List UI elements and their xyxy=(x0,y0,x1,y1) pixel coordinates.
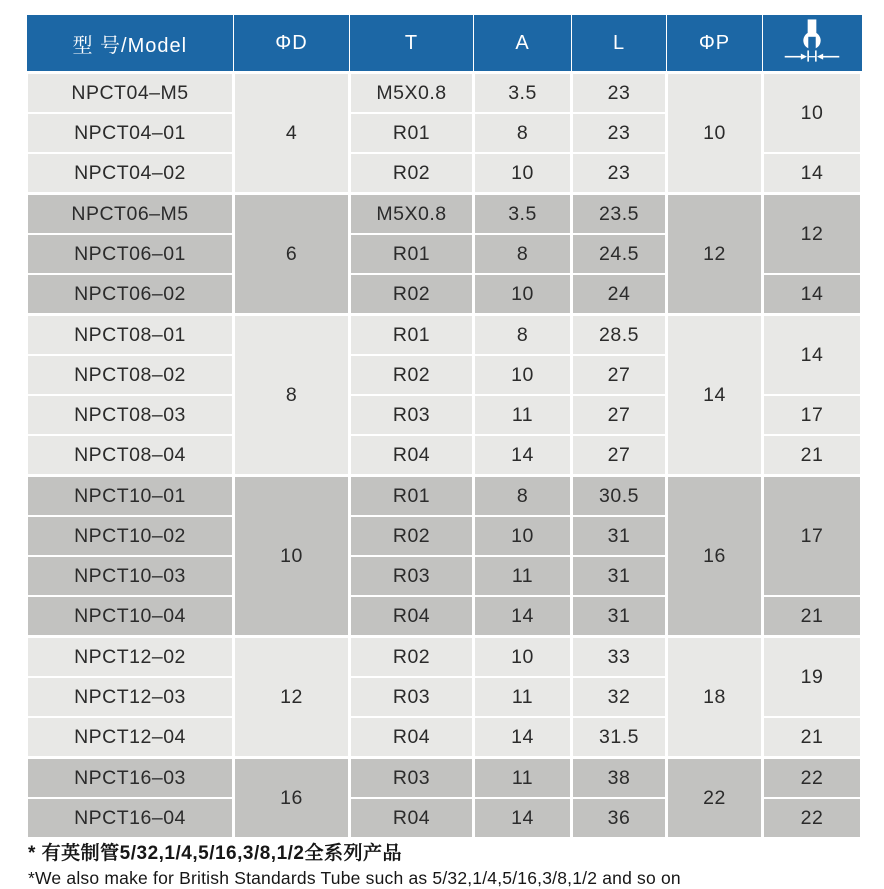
model-cell: NPCT12–03 xyxy=(27,677,234,717)
model-cell: NPCT06–01 xyxy=(27,234,234,274)
model-cell: NPCT12–04 xyxy=(27,717,234,758)
l-cell: 28.5 xyxy=(572,315,667,356)
model-cell: NPCT04–M5 xyxy=(27,73,234,114)
t-cell: R02 xyxy=(350,355,474,395)
footnote-english: *We also make for British Standards Tube such as 5/32,1/4,5/16,3/8,1/2 and so on xyxy=(28,868,681,888)
t-cell: R03 xyxy=(350,758,474,799)
model-cell: NPCT10–04 xyxy=(27,596,234,637)
p-cell: 14 xyxy=(667,315,763,476)
l-cell: 23 xyxy=(572,73,667,114)
t-cell: M5X0.8 xyxy=(350,194,474,235)
model-cell: NPCT16–04 xyxy=(27,798,234,838)
l-cell: 23 xyxy=(572,153,667,194)
wrench-cell: 22 xyxy=(763,758,862,799)
footnote-chinese: * 有英制管5/32,1/4,5/16,3/8,1/2全系列产品 xyxy=(28,843,402,864)
table-row xyxy=(27,476,862,517)
wrench-cell: 17 xyxy=(763,476,862,597)
model-cell: NPCT08–01 xyxy=(27,315,234,356)
t-cell: R03 xyxy=(350,395,474,435)
a-cell: 8 xyxy=(474,113,572,153)
model-cell: NPCT08–02 xyxy=(27,355,234,395)
model-cell: NPCT08–03 xyxy=(27,395,234,435)
l-cell: 27 xyxy=(572,355,667,395)
t-cell: R03 xyxy=(350,556,474,596)
model-group-16 xyxy=(27,758,862,839)
t-cell: R02 xyxy=(350,637,474,678)
t-cell: R02 xyxy=(350,516,474,556)
a-cell: 11 xyxy=(474,556,572,596)
a-cell: 11 xyxy=(474,758,572,799)
model-cell: NPCT08–04 xyxy=(27,435,234,476)
model-cell: NPCT04–01 xyxy=(27,113,234,153)
spec-table xyxy=(25,15,863,839)
a-cell: 10 xyxy=(474,153,572,194)
model-group-12 xyxy=(27,637,862,758)
t-cell: R02 xyxy=(350,274,474,315)
t-cell: R04 xyxy=(350,596,474,637)
l-cell: 31 xyxy=(572,516,667,556)
p-cell: 22 xyxy=(667,758,763,839)
a-cell: 10 xyxy=(474,637,572,678)
p-cell: 16 xyxy=(667,476,763,637)
wrench-cell: 17 xyxy=(763,395,862,435)
l-cell: 33 xyxy=(572,637,667,678)
t-cell: R01 xyxy=(350,315,474,356)
d-cell: 8 xyxy=(234,315,350,476)
l-cell: 27 xyxy=(572,395,667,435)
col-header-p: ΦP xyxy=(667,15,763,73)
d-cell: 10 xyxy=(234,476,350,637)
col-header-a: A xyxy=(474,15,572,73)
table-row xyxy=(27,315,862,356)
a-cell: 10 xyxy=(474,274,572,315)
table-row xyxy=(27,194,862,235)
wrench-width-icon xyxy=(781,18,843,68)
table-header xyxy=(27,15,862,73)
p-cell: 10 xyxy=(667,73,763,194)
d-cell: 6 xyxy=(234,194,350,315)
model-cell: NPCT10–03 xyxy=(27,556,234,596)
model-group-04 xyxy=(27,73,862,194)
wrench-cell: 14 xyxy=(763,315,862,396)
a-cell: 8 xyxy=(474,315,572,356)
a-cell: 10 xyxy=(474,516,572,556)
model-cell: NPCT06–M5 xyxy=(27,194,234,235)
model-cell: NPCT10–01 xyxy=(27,476,234,517)
wrench-cell: 12 xyxy=(763,194,862,275)
table-row xyxy=(27,73,862,114)
a-cell: 11 xyxy=(474,677,572,717)
wrench-cell: 10 xyxy=(763,73,862,154)
d-cell: 16 xyxy=(234,758,350,839)
l-cell: 32 xyxy=(572,677,667,717)
l-cell: 31.5 xyxy=(572,717,667,758)
model-cell: NPCT04–02 xyxy=(27,153,234,194)
l-cell: 38 xyxy=(572,758,667,799)
model-cell: NPCT16–03 xyxy=(27,758,234,799)
t-cell: R04 xyxy=(350,717,474,758)
wrench-cell: 22 xyxy=(763,798,862,838)
col-header-model: 型 号/Model xyxy=(27,15,234,73)
col-header-l: L xyxy=(572,15,667,73)
d-cell: 4 xyxy=(234,73,350,194)
model-cell: NPCT10–02 xyxy=(27,516,234,556)
t-cell: R01 xyxy=(350,476,474,517)
footnotes xyxy=(28,838,681,889)
a-cell: 3.5 xyxy=(474,73,572,114)
p-cell: 18 xyxy=(667,637,763,758)
l-cell: 23 xyxy=(572,113,667,153)
t-cell: R01 xyxy=(350,234,474,274)
l-cell: 24 xyxy=(572,274,667,315)
l-cell: 23.5 xyxy=(572,194,667,235)
a-cell: 14 xyxy=(474,717,572,758)
a-cell: 14 xyxy=(474,596,572,637)
model-cell: NPCT12–02 xyxy=(27,637,234,678)
model-group-10 xyxy=(27,476,862,637)
t-cell: R03 xyxy=(350,677,474,717)
l-cell: 31 xyxy=(572,596,667,637)
wrench-cell: 19 xyxy=(763,637,862,718)
wrench-cell: 14 xyxy=(763,274,862,315)
t-cell: R01 xyxy=(350,113,474,153)
a-cell: 14 xyxy=(474,435,572,476)
a-cell: 11 xyxy=(474,395,572,435)
col-header-t: T xyxy=(350,15,474,73)
l-cell: 30.5 xyxy=(572,476,667,517)
t-cell: R02 xyxy=(350,153,474,194)
l-cell: 36 xyxy=(572,798,667,838)
l-cell: 27 xyxy=(572,435,667,476)
t-cell: M5X0.8 xyxy=(350,73,474,114)
d-cell: 12 xyxy=(234,637,350,758)
l-cell: 24.5 xyxy=(572,234,667,274)
a-cell: 8 xyxy=(474,476,572,517)
model-cell: NPCT06–02 xyxy=(27,274,234,315)
col-header-d: ΦD xyxy=(234,15,350,73)
wrench-cell: 21 xyxy=(763,435,862,476)
table-row xyxy=(27,758,862,799)
p-cell: 12 xyxy=(667,194,763,315)
model-group-06 xyxy=(27,194,862,315)
wrench-cell: 14 xyxy=(763,153,862,194)
a-cell: 8 xyxy=(474,234,572,274)
l-cell: 31 xyxy=(572,556,667,596)
wrench-cell: 21 xyxy=(763,717,862,758)
model-group-08 xyxy=(27,315,862,476)
t-cell: R04 xyxy=(350,435,474,476)
a-cell: 10 xyxy=(474,355,572,395)
t-cell: R04 xyxy=(350,798,474,838)
a-cell: 3.5 xyxy=(474,194,572,235)
col-header-wrench xyxy=(763,15,862,73)
wrench-cell: 21 xyxy=(763,596,862,637)
table-row xyxy=(27,637,862,678)
a-cell: 14 xyxy=(474,798,572,838)
